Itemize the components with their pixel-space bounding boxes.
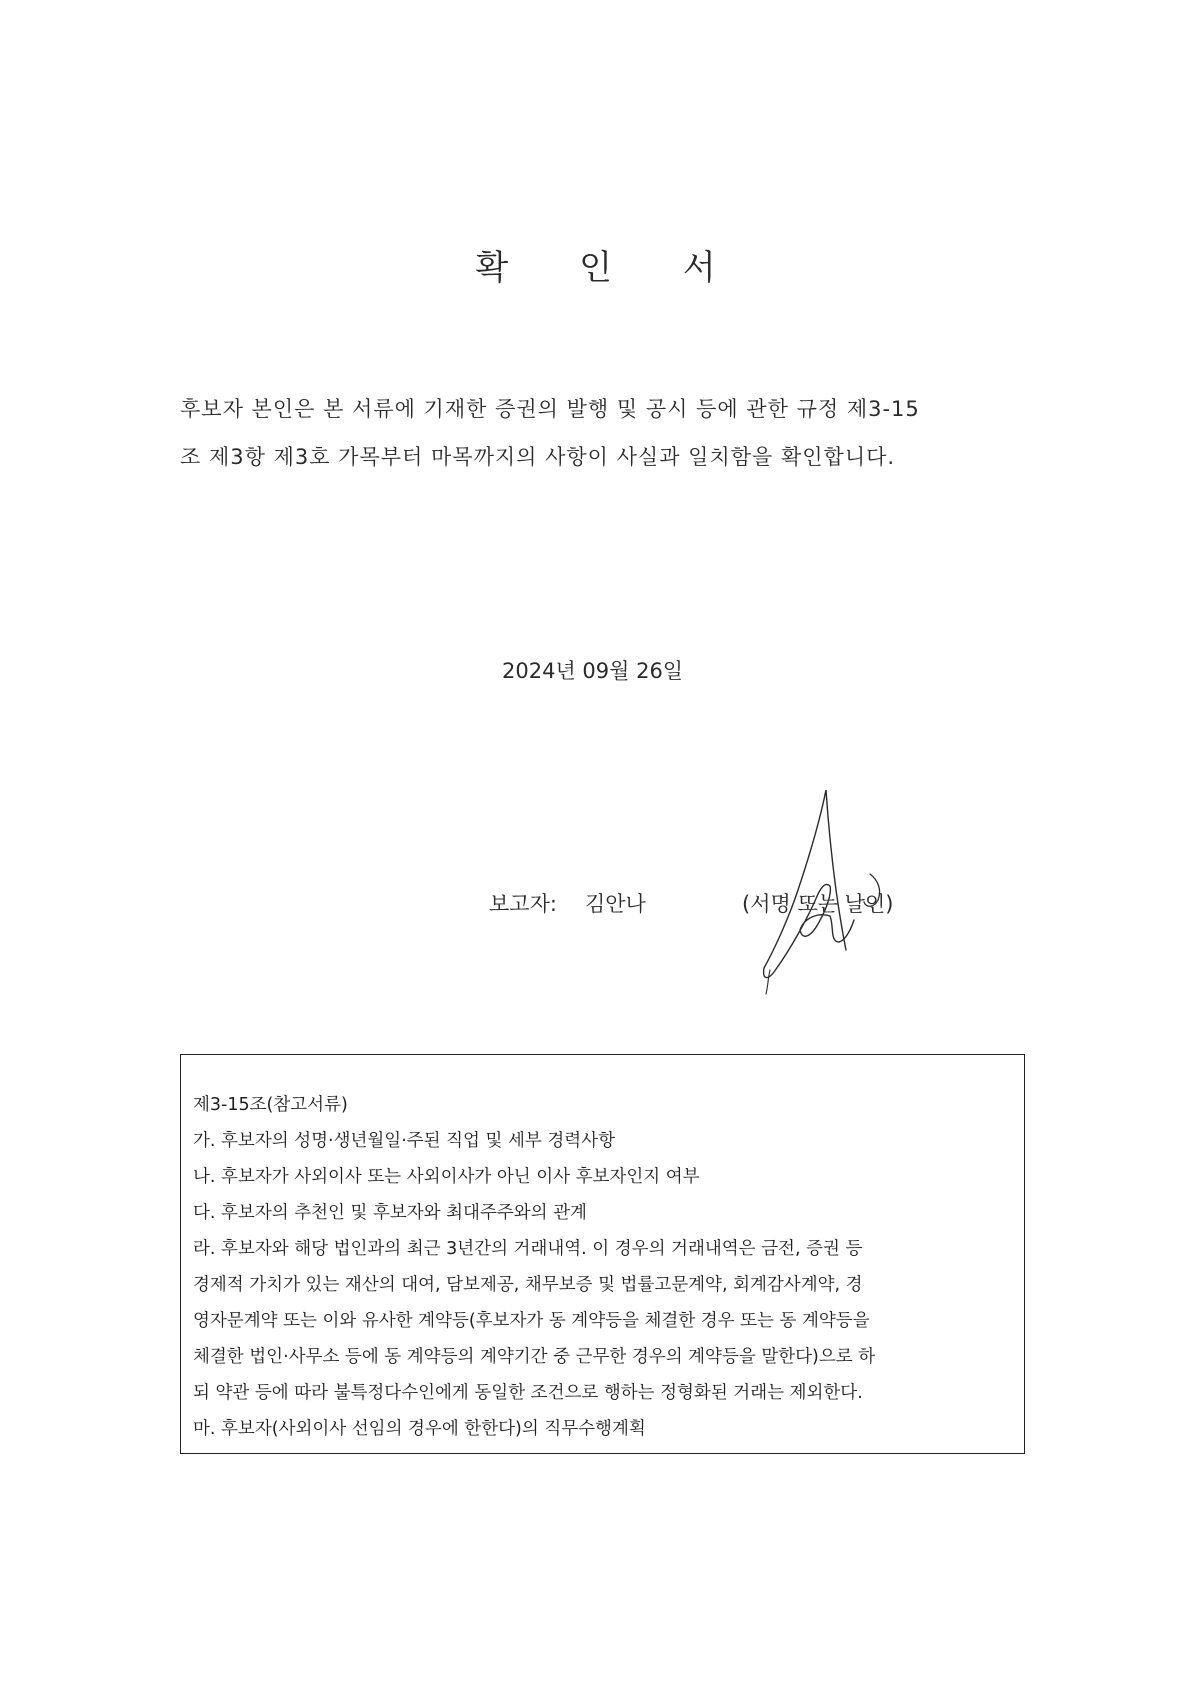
handwritten-signature bbox=[760, 790, 910, 1000]
document-title: 확 인 서 bbox=[475, 248, 746, 288]
reference-item: 되 약관 등에 따라 불특정다수인에게 동일한 조건으로 행하는 정형화된 거래는 제외한다. bbox=[193, 1383, 863, 1403]
reference-heading: 제3-15조(참고서류) bbox=[193, 1095, 348, 1115]
statement-line: 후보자 본인은 본 서류에 기재한 증권의 발행 및 공시 등에 관한 규정 제3-15 bbox=[180, 397, 920, 421]
reference-documents-box bbox=[180, 1054, 1025, 1454]
reference-item: 나. 후보자가 사외이사 또는 사외이사가 아닌 이사 후보자인지 여부 bbox=[193, 1167, 700, 1187]
reference-item: 가. 후보자의 성명·생년월일·주된 직업 및 세부 경력사항 bbox=[193, 1131, 615, 1151]
statement-line: 조 제3항 제3호 가목부터 마목까지의 사항이 사실과 일치함을 확인합니다. bbox=[180, 445, 896, 469]
document-date: 2024년 09월 26일 bbox=[502, 659, 684, 683]
reporter-line bbox=[489, 888, 646, 918]
reference-item: 다. 후보자의 추천인 및 후보자와 최대주주와의 관계 bbox=[193, 1203, 587, 1223]
reference-item: 마. 후보자(사외이사 선임의 경우에 한한다)의 직무수행계획 bbox=[193, 1419, 646, 1439]
reference-item: 경제적 가치가 있는 재산의 대여, 담보제공, 채무보증 및 법률고문계약, 회계감사계약, 경 bbox=[193, 1275, 863, 1295]
confirmation-statement bbox=[180, 385, 1040, 481]
reporter-label: 보고자: bbox=[489, 892, 557, 916]
signature-label: (서명 또는 날인) bbox=[742, 892, 894, 916]
reference-item: 체결한 법인·사무소 등에 동 계약등의 계약기간 중 근무한 경우의 계약등을 말한다)으로 하 bbox=[193, 1347, 876, 1367]
reference-item: 영자문계약 또는 이와 유사한 계약등(후보자가 동 계약등을 체결한 경우 또는 동 계약등을 bbox=[193, 1311, 870, 1331]
reporter-name: 김안나 bbox=[584, 892, 646, 916]
reference-item: 라. 후보자와 해당 법인과의 최근 3년간의 거래내역. 이 경우의 거래내역은 금전, 증권 등 bbox=[193, 1239, 863, 1259]
